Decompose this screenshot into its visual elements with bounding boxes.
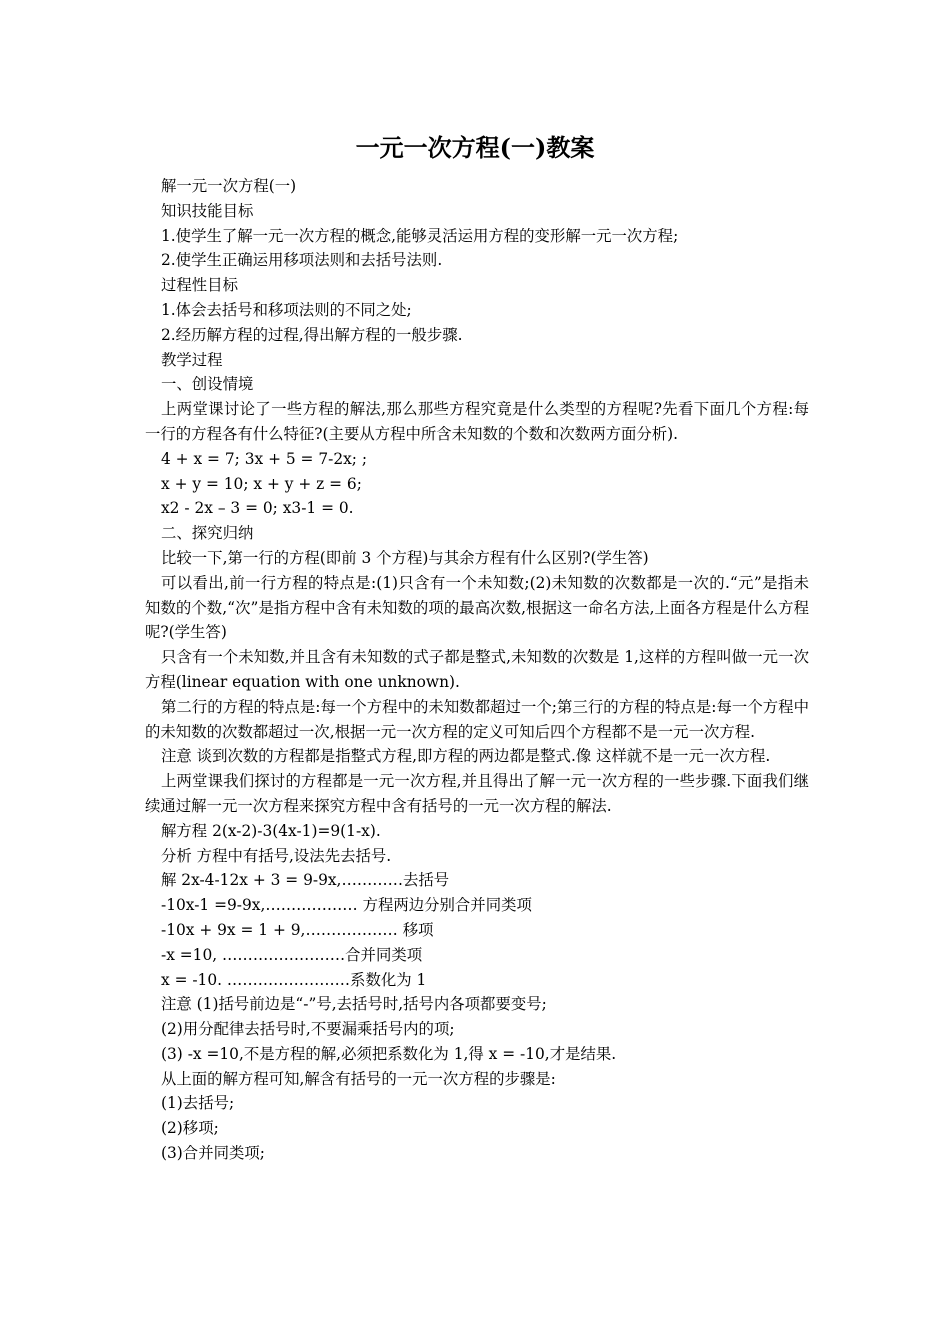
paragraph-15: 比较一下,第一行的方程(即前 3 个方程)与其余方程有什么区别?(学生答)	[161, 548, 649, 567]
paragraph-34: (3)合并同类项;	[161, 1144, 265, 1163]
paragraph-18: 第二行的方程的特点是:每一个方程中的未知数都超过一个;第三行的方程的特点是:每一个方程中的未知数的次数都超过一次,根据一元一次方程的定义可知后四个方程都不是一元一次方程.	[145, 697, 809, 741]
document-title: 一元一次方程(一)教案	[355, 133, 595, 162]
paragraph-14: 二、探究归纳	[161, 524, 254, 543]
paragraph-21: 解方程 2(x-2)-3(4x-1)=9(1-x).	[161, 821, 381, 840]
paragraph-16: 可以看出,前一行方程的特点是:(1)只含有一个未知数;(2)未知数的次数都是一次的.“元”是指未知数的个数,“次”是指方程中含有未知数的项的最高次数,根据这一命名方法,上面各方程是什么方程呢?(学生答)	[145, 573, 809, 642]
paragraph-26: -x =10, ……………………合并同类项	[161, 945, 423, 964]
paragraph-11: 4 + x = 7; 3x + 5 = 7-2x; ;	[161, 449, 368, 468]
paragraph-25: -10x + 9x = 1 + 9,……………… 移项	[161, 920, 434, 939]
paragraph-7: 2.经历解方程的过程,得出解方程的一般步骤.	[161, 325, 463, 344]
paragraph-4: 2.使学生正确运用移项法则和去括号法则.	[161, 251, 443, 270]
paragraph-17: 只含有一个未知数,并且含有未知数的式子都是整式,未知数的次数是 1,这样的方程叫做一元一次方程(linear equation with one unknown).	[145, 648, 809, 691]
paragraph-31: 从上面的解方程可知,解含有括号的一元一次方程的步骤是:	[161, 1069, 556, 1088]
paragraph-10: 上两堂课讨论了一些方程的解法,那么那些方程究竟是什么类型的方程呢?先看下面几个方程:每一行的方程各有什么特征?(主要从方程中所含未知数的个数和次数两方面分析).	[145, 400, 809, 443]
paragraph-9: 一、创设情境	[161, 375, 254, 394]
paragraph-12: x + y = 10; x + y + z = 6;	[161, 474, 362, 493]
paragraph-33: (2)移项;	[161, 1119, 219, 1138]
paragraph-6: 1.体会去括号和移项法则的不同之处;	[161, 300, 412, 319]
paragraph-30: (3) -x =10,不是方程的解,必须把系数化为 1,得 x = -10,才是结果.	[161, 1044, 617, 1063]
paragraph-3: 1.使学生了解一元一次方程的概念,能够灵活运用方程的变形解一元一次方程;	[161, 226, 679, 245]
paragraph-32: (1)去括号;	[161, 1094, 235, 1113]
paragraph-28: 注意 (1)括号前边是“-”号,去括号时,括号内各项都要变号;	[161, 995, 547, 1014]
paragraph-13: x2 - 2x – 3 = 0; x3-1 = 0.	[161, 499, 354, 518]
paragraph-20: 上两堂课我们探讨的方程都是一元一次方程,并且得出了解一元一次方程的一些步骤.下面我们继续通过解一元一次方程来探究方程中含有括号的一元一次方程的解法.	[145, 772, 809, 815]
paragraph-24: -10x-1 =9-9x,……………… 方程两边分别合并同类项	[161, 896, 532, 915]
paragraph-2: 知识技能目标	[161, 201, 254, 220]
paragraph-27: x = -10. ……………………系数化为 1	[161, 970, 427, 989]
paragraph-23: 解 2x-4-12x + 3 = 9-9x,…………去括号	[161, 871, 450, 890]
paragraph-19: 注意 谈到次数的方程都是指整式方程,即方程的两边都是整式.像 这样就不是一元一次方程.	[161, 747, 771, 766]
document-body	[145, 174, 809, 1166]
paragraph-5: 过程性目标	[161, 276, 238, 295]
paragraph-8: 教学过程	[161, 350, 223, 369]
paragraph-22: 分析 方程中有括号,设法先去括号.	[161, 846, 392, 865]
paragraph-1: 解一元一次方程(一)	[161, 177, 297, 195]
paragraph-29: (2)用分配律去括号时,不要漏乘括号内的项;	[161, 1020, 455, 1039]
